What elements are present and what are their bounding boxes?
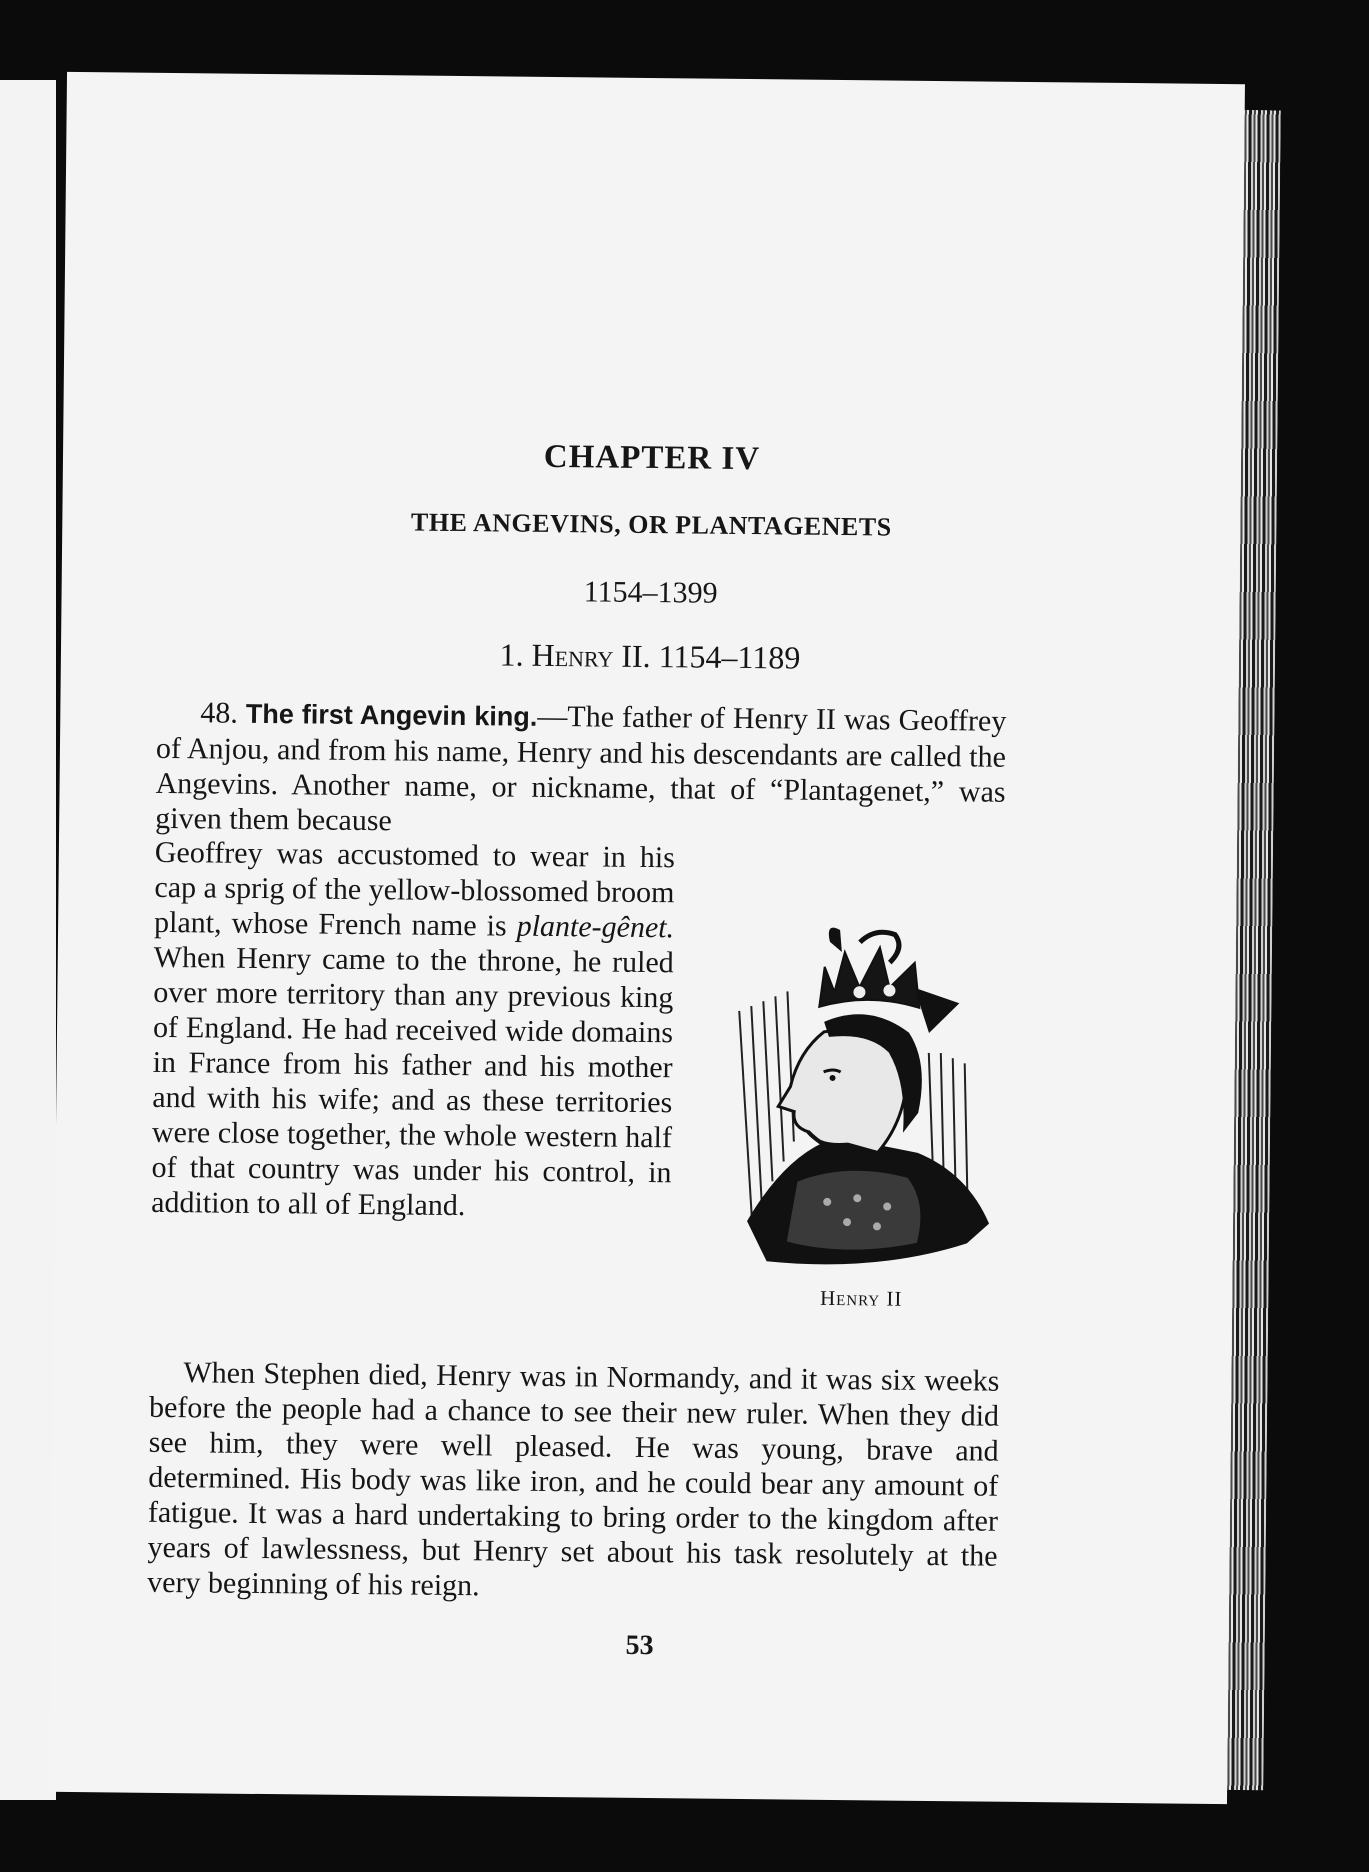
portrait-caption: Henry II <box>819 1285 903 1311</box>
paragraph-text-after: When Henry came to the throne, he ruled over more territory than any previous king of England. He had received wide domains in France from his father and his mother and with his wife; and as these territories were close together, the whole western half of that country was under his control, in addition to all of England. <box>151 940 674 1223</box>
chapter-title: CHAPTER IV <box>543 438 761 478</box>
french-term: plante-gênet. <box>516 909 675 945</box>
paragraph-text-before: Geoffrey was accustomed to wear in his cap a sprig of the yellow-blossomed broom plant, whose French name is <box>153 835 676 943</box>
chapter-years: 1154–1399 <box>583 575 718 610</box>
previous-page-edge <box>0 80 56 1800</box>
henry-ii-portrait <box>726 921 1010 1284</box>
paragraph-continued <box>151 835 675 1225</box>
book-page <box>49 72 1245 1804</box>
section-title <box>61 632 1239 681</box>
paragraph-text: —The father of Henry II was Geoffrey of Anjou, and from his name, Henry and his descendants are called the Angevins. Another name, or nickname, that of “Plantagenet,” was given them because <box>155 699 1007 838</box>
paragraph-text: When Stephen died, Henry was in Normandy, and it was six weeks before the people had a chance to see their new ruler. When they did see him, they were well pleased. He was young, brave and determined. His body was like iron, and he could bear any amount of fatigue. It was a hard undertaking to bring order to the kingdom after years of lawlessness, but Henry set about his task resolutely at the very beginning of his reign. <box>147 1356 1000 1603</box>
paragraph-heading: The first Angevin king. <box>245 698 538 732</box>
section-name: Henry II. <box>531 636 651 675</box>
page-number: 53 <box>625 1629 654 1662</box>
section-years: 1154–1189 <box>658 638 801 676</box>
section-number: 1. <box>499 636 524 673</box>
paragraph-48 <box>155 695 1006 845</box>
chapter-subtitle: THE ANGEVINS, OR PLANTAGENETS <box>410 507 892 542</box>
paragraph-number: 48. <box>200 696 239 730</box>
paragraph-stephen <box>147 1355 1000 1609</box>
